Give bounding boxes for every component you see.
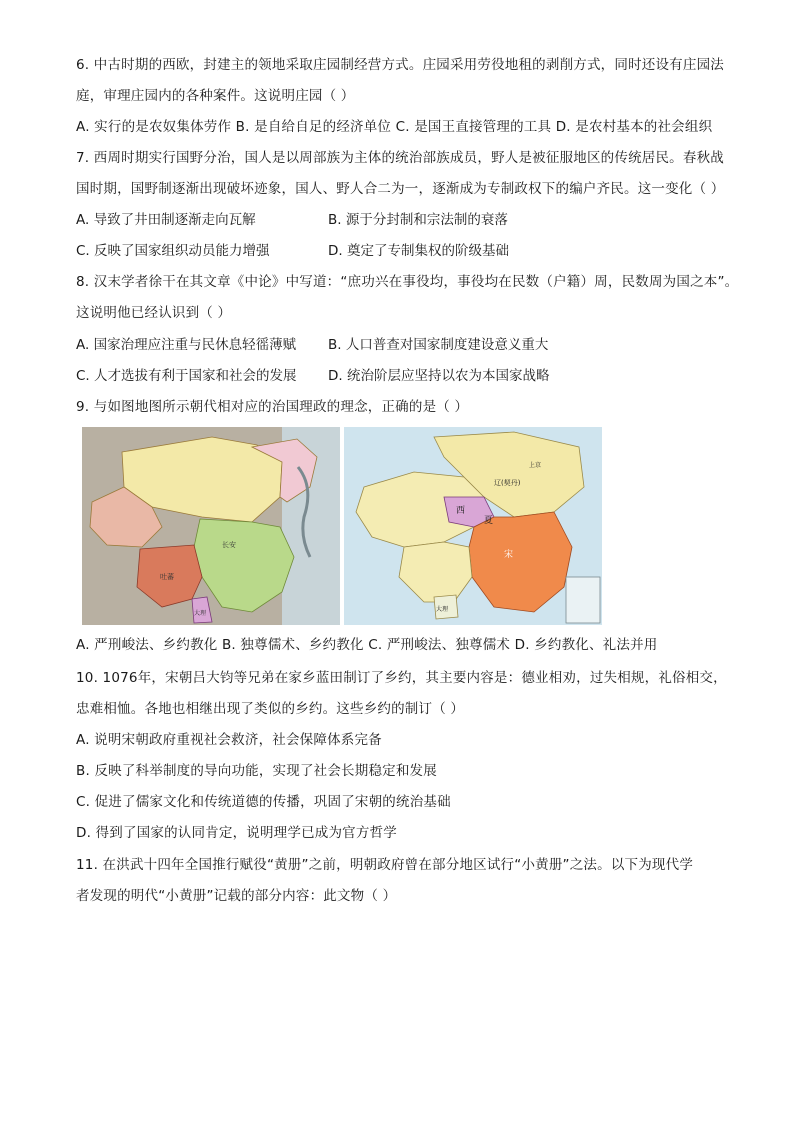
map-song-label-song: 宋 xyxy=(504,550,514,560)
q9-options: A. 严刑峻法、乡约教化 B. 独尊儒术、乡约教化 C. 严刑峻法、独尊儒术 D. 乡约教化、礼法并用 xyxy=(76,637,658,653)
q8-option-a: A. 国家治理应注重与民休息轻徭薄赋 xyxy=(76,337,297,353)
map-tang-label-changan: 长安 xyxy=(222,541,236,549)
q7-option-d: D. 奠定了专制集权的阶级基础 xyxy=(328,243,509,259)
q10-option-a: A. 说明宋朝政府重视社会救济，社会保障体系完备 xyxy=(76,732,382,748)
q10-stem-line1: 10. 1076年，宋朝吕大钧等兄弟在家乡蓝田制订了乡约，其主要内容是：德业相劝，过失相规，礼俗相交， xyxy=(76,670,727,686)
map-tang-label-dali: 大理 xyxy=(194,610,207,617)
q7-option-a: A. 导致了井田制逐渐走向瓦解 xyxy=(76,212,256,228)
map-tang xyxy=(82,427,340,625)
q7-option-c: C. 反映了国家组织动员能力增强 xyxy=(76,243,270,259)
map-song-label-shangjing: 上京 xyxy=(529,462,542,469)
q9-maps xyxy=(82,427,602,625)
q8-option-c: C. 人才选拔有利于国家和社会的发展 xyxy=(76,368,297,384)
q11-stem-line1: 11. 在洪武十四年全国推行赋役“黄册”之前，明朝政府曾在部分地区试行“小黄册”之法。以下为现代学 xyxy=(76,857,694,873)
q11-stem-line2: 者发现的明代“小黄册”记载的部分内容：此文物（ ） xyxy=(76,888,397,904)
map-song-label-dali: 大理 xyxy=(436,606,449,613)
q6-options: A. 实行的是农奴集体劳作 B. 是自给自足的经济单位 C. 是国王直接管理的工具 D. 是农村基本的社会组织 xyxy=(76,119,713,135)
q6-stem-line2: 庭，审理庄园内的各种案件。这说明庄园（ ） xyxy=(76,88,355,104)
q10-option-b: B. 反映了科举制度的导向功能，实现了社会长期稳定和发展 xyxy=(76,763,437,779)
map-song-label-xi: 西 xyxy=(456,506,466,516)
q8-option-b: B. 人口普查对国家制度建设意义重大 xyxy=(328,337,549,353)
q8-stem-line1: 8. 汉末学者徐干在其文章《中论》中写道：“庶功兴在事役均，事役均在民数（户籍）周，民数周为国之本”。 xyxy=(76,274,739,290)
map-song-label-liao: 辽(契丹) xyxy=(494,479,521,487)
q7-option-b: B. 源于分封制和宗法制的衰落 xyxy=(328,212,508,228)
q10-option-c: C. 促进了儒家文化和传统道德的传播，巩固了宋朝的统治基础 xyxy=(76,794,451,810)
q10-option-d: D. 得到了国家的认同肯定，说明理学已成为官方哲学 xyxy=(76,825,397,841)
q7-stem-line2: 国时期，国野制逐渐出现破坏迹象，国人、野人合二为一，逐渐成为专制政权下的编户齐民。这一变化（ ） xyxy=(76,181,725,197)
q7-stem-line1: 7. 西周时期实行国野分治，国人是以周部族为主体的统治部族成员，野人是被征服地区的传统居民。春秋战 xyxy=(76,150,724,166)
map-song-liao-xixia xyxy=(344,427,602,625)
q10-stem-line2: 忠难相恤。各地也相继出现了类似的乡约。这些乡约的制订（ ） xyxy=(76,701,465,717)
q8-option-d: D. 统治阶层应坚持以农为本国家战略 xyxy=(328,368,550,384)
q8-stem-line2: 这说明他已经认识到（ ） xyxy=(76,305,232,321)
q9-stem: 9. 与如图地图所示朝代相对应的治国理政的理念，正确的是（ ） xyxy=(76,399,469,415)
map-tang-label-tubo: 吐蕃 xyxy=(160,573,174,581)
map-song-label-xia: 夏 xyxy=(484,516,494,526)
q6-stem-line1: 6. 中古时期的西欧，封建主的领地采取庄园制经营方式。庄园采用劳役地租的剥削方式，同时还设有庄园法 xyxy=(76,57,724,73)
